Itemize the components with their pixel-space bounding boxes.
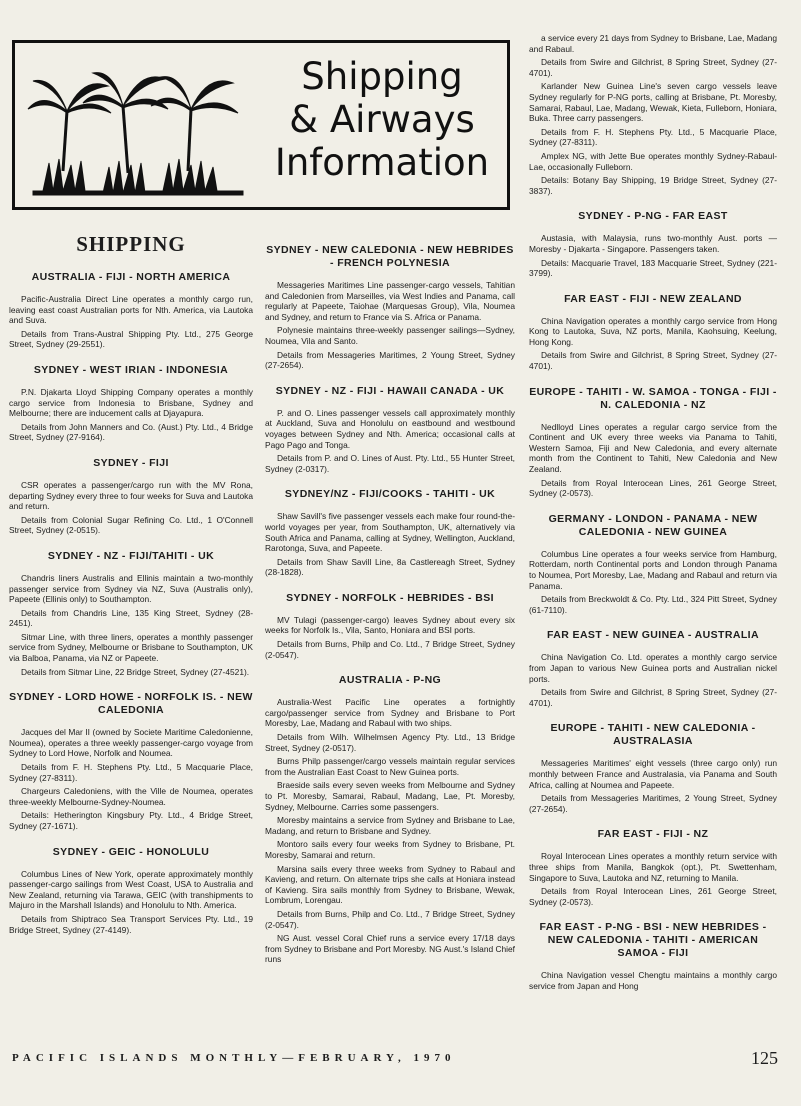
section-paragraph: P.N. Djakarta Lloyd Shipping Company operates a monthly cargo service from Indonesia to Brisbane, Sydney and Melbourne; there are inducement calls at Djayapura. [9,386,253,419]
section-paragraph: Details from Royal Interocean Lines, 261 George Street, Sydney (2-0573). [529,477,777,499]
intro-paragraph: Details: Botany Bay Shipping, 19 Bridge Street, Sydney (27-3837). [529,175,777,196]
column-2-body [265,244,515,965]
section-heading: SYDNEY/NZ - FIJI/COOKS - TAHITI - UK [284,488,496,501]
section-paragraph: Austasia, with Malaysia, runs two-monthly Aust. ports — Moresby - Djakarta - Singapore. Passengers taken. [529,233,777,254]
section-heading: AUSTRALIA - FIJI - NORTH AMERICA [31,271,231,283]
section-heading: AUSTRALIA - P-NG [338,674,442,687]
section-paragraph: Details from Colonial Sugar Refining Co. Ltd., 1 O'Connell Street, Sydney (2-0515). [9,514,253,536]
section-paragraph: Details from Wilh. Wilhelmsen Agency Pty. Ltd., 13 Bridge Street, Sydney (2-0517). [265,732,515,753]
section-paragraph: Shaw Savill's five passenger vessels each make four round-the-world voyages per year, from Southampton, UK, alternatively via South Africa and Panama, calling at Sydney, Wellington, Auckland, Rarotonga, Suva, and Papeete. [265,511,515,554]
section-paragraph: Details from P. and O. Lines of Aust. Pty. Ltd., 55 Hunter Street, Sydney (2-0317). [265,453,515,474]
section-heading: FAR EAST - NEW GUINEA - AUSTRALIA [547,629,759,642]
section-paragraph: Chargeurs Caledoniens, with the Ville de Noumea, operates three-weekly Melbourne-Sydney-Noumea. [9,786,253,807]
section-paragraph: Details from Chandris Line, 135 King Street, Sydney (28-2451). [9,607,253,629]
column-3 [529,33,777,994]
column-1 [9,226,253,938]
section-paragraph: Jacques del Mar II (owned by Societe Maritime Caledonienne, Noumea), operates a three weekly passenger-cargo voyage from Sydney to Lord Howe, Norfolk and Noumea. [9,727,253,759]
intro-paragraph: Details from F. H. Stephens Pty. Ltd., 5 Macquarie Place, Sydney (27-8311). [529,126,777,148]
section-paragraph: China Navigation operates a monthly cargo service from Hong Kong to Lautoka, Suva, NZ ports, Manila, Kaohsuing, Keelung, Hong Kong. [529,315,777,347]
section-paragraph: Details from Messageries Maritimes, 2 Young Street, Sydney (27-2654). [265,349,515,371]
section-heading: SYDNEY - NZ - FIJI/TAHITI - UK [47,549,215,562]
section-paragraph: Details from Swire and Gilchrist, 8 Spring Street, Sydney (27-4701). [529,350,777,372]
section-heading: GERMANY - LONDON - PANAMA - NEW CALEDONIA - NEW GUINEA [548,512,758,538]
section-paragraph: Burns Philp passenger/cargo vessels maintain regular services from the Australian East Coast to New Guinea ports. [265,756,515,777]
section-heading: SYDNEY - NZ - FIJI - HAWAII CANADA - UK [275,384,505,397]
column-2 [265,230,515,968]
intro-paragraph: Amplex NG, with Jette Bue operates monthly Sydney-Rabaul-Lae, occasionally Fulleborn. [529,150,777,172]
section-paragraph: Sitmar Line, with three liners, operates a monthly passenger service from Sydney, Melbourne or Brisbane to Southampton, UK via Balboa, Panama, via NZ or Papeete. [9,631,253,664]
banner-title-line: Information [274,141,490,184]
section-heading: SYDNEY - NEW CALEDONIA - NEW HEBRIDES - FRENCH POLYNESIA [266,244,514,269]
section-paragraph: Polynesie maintains three-weekly passenger sailings—Sydney, Noumea, Vila and Santo. [265,325,515,346]
banner-title-line: & Airways [289,98,475,141]
section-paragraph: CSR operates a passenger/cargo run with the MV Rona, departing Sydney every three to four weeks for Suva and Lautoka and return. [9,479,253,512]
section-paragraph: P. and O. Lines passenger vessels call approximately monthly at Auckland, Suva and Honolulu on eastbound and westbound voyages between Sydney and Nth. America; occasional calls at Pago Pago and Tonga. [265,407,515,450]
section-paragraph: Details from Royal Interocean Lines, 261 George Street, Sydney (2-0573). [529,886,777,907]
section-paragraph: Australia-West Pacific Line operates a fortnightly cargo/passenger service from Sydney and Brisbane to Port Moresby, Lae, Madang and Rabaul with two ships. [265,697,515,729]
section-paragraph: Chandris liners Australis and Ellinis maintain a two-monthly passenger service from Sydney via NZ, Suva (Australis only), Papeete (Ellinis only) to Southampton. [9,572,253,605]
section-paragraph: Royal Interocean Lines operates a monthly return service with three ships from Manila, Bangkok (opt.), Pt. Swettenham, Singapore to Suva, Lautoka and NZ, returning to Manila. [529,851,777,883]
section-paragraph: NG Aust. vessel Coral Chief runs a service every 17/18 days from Sydney to Brisbane and Port Moresby. NG Aust.'s Island Chief runs [265,933,516,965]
section-paragraph: Details from Burns, Philp and Co. Ltd., 7 Bridge Street, Sydney (2-0547). [265,639,515,660]
palm-trees-icon [23,51,253,201]
section-paragraph: Pacific-Australia Direct Line operates a monthly cargo run, leaving east coast Australian ports for Nth. America, via Lautoka and Suva. [9,294,253,326]
section-heading: SYDNEY - NORFOLK - HEBRIDES - BSI [286,591,494,604]
section-paragraph: Marsina sails every three weeks from Sydney to Rabaul and Kavieng, and return. On alternate trips she calls at Honiara instead of Kavieng. Sira sails monthly from Sydney to Brisbane, Wewak, Lombrum, Lorengau. [265,863,515,906]
section-heading: SYDNEY - WEST IRIAN - INDONESIA [33,363,229,376]
section-paragraph: Details from Breckwoldt & Co. Pty. Ltd., 324 Pitt Street, Sydney (61-7110). [529,594,777,615]
section-paragraph: Details from Shiptraco Sea Transport Services Pty. Ltd., 19 Bridge Street, Sydney (27-4149). [9,913,253,935]
section-paragraph: Details from Swire and Gilchrist, 8 Spring Street, Sydney (27-4701). [529,687,777,708]
section-heading: SYDNEY - FIJI [93,456,169,469]
section-paragraph: Details from Burns, Philp and Co. Ltd., 7 Bridge Street, Sydney (2-0547). [265,908,515,930]
page-footer [12,1048,778,1072]
intro-paragraph: a service every 21 days from Sydney to Brisbane, Lae, Madang and Rabaul. [529,33,777,54]
footer-publication: PACIFIC ISLANDS MONTHLY—FEBRUARY, 1970 [12,1052,456,1064]
section-paragraph: Braeside sails every seven weeks from Melbourne and Sydney to Pt. Moresby, Samarai, Rabaul, Madang, Lae, Pt. Moresby, Sydney, Melbourne. Carries some passengers. [265,780,515,812]
section-paragraph: Columbus Lines of New York, operate approximately monthly passenger-cargo sailings from West Coast, USA to Australia and New Zealand, returning via Tarawa, GEIC (with transhipments to Majuro in the Marshall Islands) and Honolulu to Nth. America. [9,868,253,911]
section-heading: SYDNEY - GEIC - HONOLULU [52,845,210,858]
section-heading: FAR EAST - P-NG - BSI - NEW HEBRIDES - NEW CALEDONIA - TAHITI - AMERICAN SAMOA - FIJI [539,921,767,960]
column-3-intro [529,33,777,196]
column-3-body [529,210,777,991]
section-paragraph: Details: Hetherington Kingsbury Pty. Ltd., 4 Bridge Street, Sydney (27-1671). [9,810,253,831]
banner-box [12,40,510,210]
section-paragraph: Messageries Maritimes' eight vessels (three cargo only) run monthly between France and Australasia, via Panama and South Africa, calling at Noumea and Papeete. [529,758,777,790]
section-paragraph: Details from Trans-Austral Shipping Pty. Ltd., 275 George Street, Sydney (29-2551). [9,328,253,350]
section-heading: EUROPE - TAHITI - W. SAMOA - TONGA - FIJI - N. CALEDONIA - NZ [529,385,777,411]
section-heading: SYDNEY - P-NG - FAR EAST [578,210,728,223]
section-paragraph: MV Tulagi (passenger-cargo) leaves Sydney about every six weeks for Norfolk Is., Vila, Santo, Honiara and BSI ports. [265,614,515,636]
section-heading: SYDNEY - LORD HOWE - NORFOLK IS. - NEW CALEDONIA [9,691,253,717]
banner-title [257,55,507,184]
section-paragraph: Details from Sitmar Line, 22 Bridge Street, Sydney (27-4521). [21,666,250,677]
page-number: 125 [751,1048,778,1068]
section-heading: EUROPE - TAHITI - NEW CALEDONIA - AUSTRALASIA [550,722,756,748]
section-main-heading: SHIPPING [76,232,186,256]
section-paragraph: China Navigation vessel Chengtu maintains a monthly cargo service from Japan and Hong [529,970,777,991]
section-paragraph: Details: Macquarie Travel, 183 Macquarie Street, Sydney (221-3799). [529,257,777,279]
section-heading: FAR EAST - FIJI - NZ [597,828,709,841]
intro-paragraph: Karlander New Guinea Line's seven cargo vessels leave Sydney regularly for P-NG ports, calling at Brisbane, Pt. Moresby, Samarai, Rabaul, Lae, Madang, Wewak, Kieta, Fulleborn, Honiara, Buka. Three carry passengers. [529,81,777,124]
intro-paragraph: Details from Swire and Gilchrist, 8 Spring Street, Sydney (27-4701). [529,57,777,78]
section-paragraph: Columbus Line operates a four weeks service from Hamburg, Rotterdam, north Continental ports and London through Panama to Noumea, Port Moresby, Lae, Madang and Rabaul and return via Panama. [529,548,777,591]
section-paragraph: Moresby maintains a service from Sydney and Brisbane to Lae, Madang, and return to Brisbane and Sydney. [265,815,515,836]
section-paragraph: Details from John Manners and Co. (Aust.) Pty. Ltd., 4 Bridge Street, Sydney (27-9164). [9,421,253,443]
section-paragraph: Montoro sails every four weeks from Sydney to Brisbane, Pt. Moresby, Samarai and return. [265,839,515,860]
section-paragraph: Details from Shaw Savill Line, 8a Castlereagh Street, Sydney (28-1828). [265,556,515,578]
section-heading: FAR EAST - FIJI - NEW ZEALAND [564,292,742,305]
section-paragraph: Details from Messageries Maritimes, 2 Young Street, Sydney (27-2654). [529,793,777,814]
section-paragraph: Messageries Maritimes Line passenger-cargo vessels, Tahitian and Caledonien from Marseilles, via West Indies and Panama, call regularly at Papeete, Taiohae (Marquesas Group), Vila, Noumea and Sydney, and return to France via S. Africa or Panama. [265,280,515,322]
section-paragraph: China Navigation Co. Ltd. operates a monthly cargo service from Japan to various New Guinea ports and Australian nickel ports. [529,652,777,684]
column-1-body [9,271,253,935]
banner-title-line: Shipping [301,55,463,98]
section-paragraph: Nedlloyd Lines operates a regular cargo service from the Continent and UK every three weeks via Panama to Tahiti, Western Samoa, Fiji and New Caledonia, and every alternate month from the Continent to Tahiti, New Caledonia and New Zealand. [529,421,777,475]
section-paragraph: Details from F. H. Stephens Pty. Ltd., 5 Macquarie Place, Sydney (27-8311). [9,762,253,783]
